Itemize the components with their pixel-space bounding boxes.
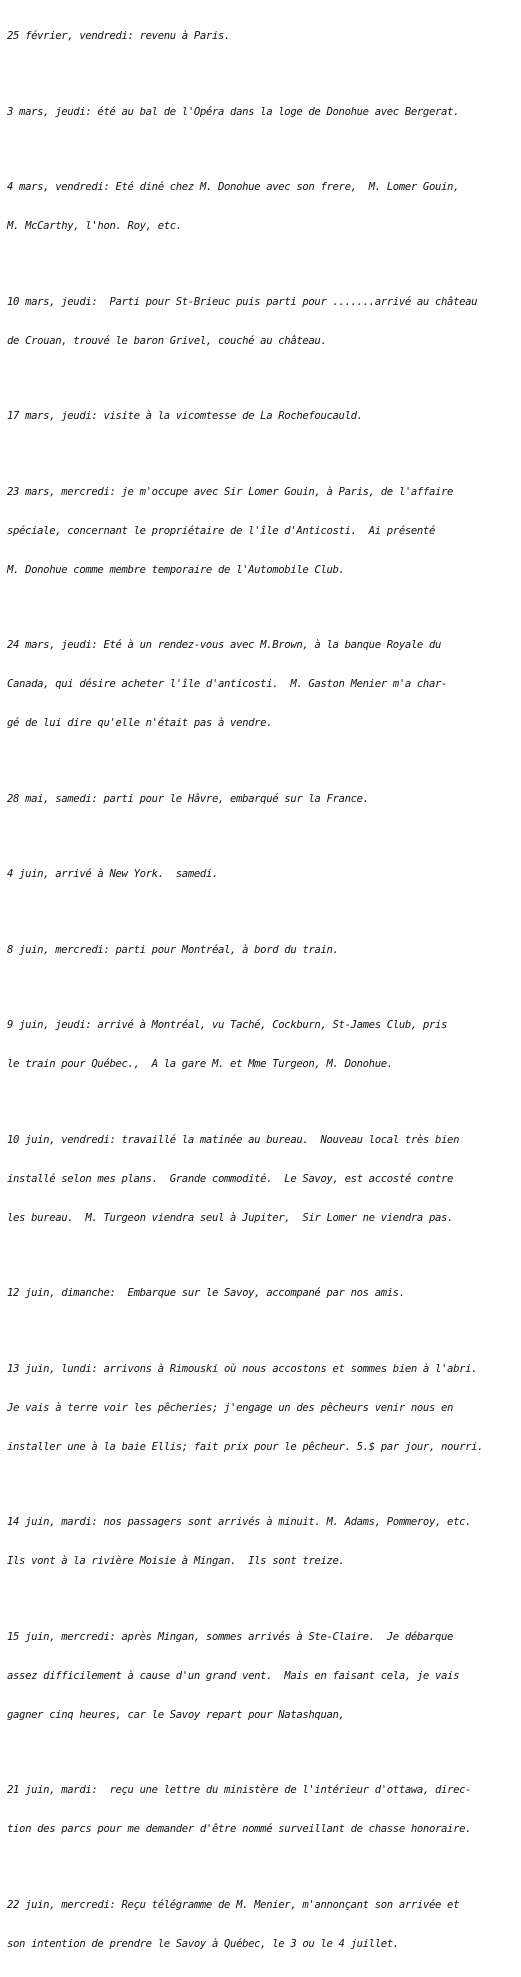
entry-line: 9 juin, jeudi: arrivé à Montréal, vu Taché, Cockburn, St-James Club, pris (7, 1019, 448, 1031)
diary-entry (7, 80, 515, 145)
diary-entry (7, 270, 515, 374)
entry-line: 3 mars, jeudi: été au bal de l'Opéra dans la loge de Donohue avec Bergerat. (7, 105, 460, 118)
entry-line: M. McCarthy, l'hon. Roy, etc. (7, 220, 182, 232)
entry-line: 4 juin, arrivé à New York. samedi. (7, 868, 218, 880)
entry-line: 23 mars, mercredi: je m'occupe avec Sir Lomer Gouin, à Paris, de l'affaire (7, 485, 454, 498)
entry-line: 25 février, vendredi: revenu à Paris. (7, 30, 231, 42)
diary-entry (7, 1758, 515, 1862)
diary-entry (7, 384, 515, 449)
entry-line: de Crouan, trouvé le baron Grivel, couché au château. (7, 334, 327, 347)
entry-line: 22 juin, mercredi: Reçu télégramme de M. Menier, m'annonçant son arrivée et (7, 1898, 460, 1911)
diary-entry (7, 613, 515, 756)
entry-line: 21 juin, mardi: reçu une lettre du ministère de l'intérieur d'ottawa, direc- (7, 1784, 472, 1796)
entry-line: tion des parcs pour me demander d'être nommé surveillant de chasse honoraire. (7, 1823, 472, 1835)
diary-entry (7, 1490, 515, 1594)
entry-line: 12 juin, dimanche: Embarque sur le Savoy, accompané par nos amis. (7, 1287, 405, 1299)
entry-line: son intention de prendre le Savoy à Québec, le 3 ou le 4 juillet. (7, 1937, 399, 1950)
entry-line: 28 mai, samedi: parti pour le Hâvre, embarqué sur la France. (7, 792, 369, 805)
diary-entry (7, 1337, 515, 1480)
entry-line: Je vais à terre voir les pêcheries; j'engage un des pêcheurs venir nous en (7, 1401, 454, 1414)
diary-entry (7, 918, 515, 983)
entry-line: le train pour Québec., A la gare M. et Mme Turgeon, M. Donohue. (7, 1058, 393, 1070)
entry-line: les bureau. M. Turgeon viendra seul à Jupiter, Sir Lomer ne viendra pas. (7, 1211, 454, 1224)
entry-line: 4 mars, vendredi: Eté diné chez M. Donohue avec son frere, M. Lomer Gouin, (7, 181, 460, 193)
entry-line: 13 juin, lundi: arrivons à Rimouski où nous accostons et sommes bien à l'abri. (7, 1362, 478, 1375)
entry-line: 8 juin, mercredi: parti pour Montréal, à bord du train. (7, 943, 339, 956)
diary-entry (7, 842, 515, 907)
diary-entry (7, 767, 515, 832)
diary-entry (7, 1261, 515, 1326)
diary-entry (7, 460, 515, 603)
entry-line: gagner cinq heures, car le Savoy repart pour Natashquan, (7, 1708, 345, 1721)
entry-line: installer une à la baie Ellis; fait prix pour le pêcheur. 5.$ par jour, nourri. (7, 1440, 484, 1453)
entry-line: 17 mars, jeudi: visite à la vicomtesse de La Rochefoucauld. (7, 410, 363, 422)
entry-line: M. Donohue comme membre temporaire de l'Automobile Club. (7, 563, 345, 576)
entry-line: assez difficilement à cause d'un grand vent. Mais en faisant cela, je vais (7, 1669, 460, 1682)
entry-line: 15 juin, mercredi: après Mingan, sommes arrivés à Ste-Claire. Je débarque (7, 1630, 454, 1643)
entry-line: 10 juin, vendredi: travaillé la matinée au bureau. Nouveau local très bien (7, 1133, 460, 1146)
entry-line: installé selon mes plans. Grande commodité. Le Savoy, est accosté contre (7, 1172, 454, 1185)
diary-entry (7, 4, 515, 69)
diary-entry (7, 1873, 515, 1977)
entry-line: 14 juin, mardi: nos passagers sont arrivés à minuit. M. Adams, Pommeroy, etc. (7, 1516, 472, 1528)
entry-line: spéciale, concernant le propriétaire de l'île d'Anticosti. Ai présenté (7, 524, 435, 537)
entry-line: 24 mars, jeudi: Eté à un rendez-vous avec M.Brown, à la banque Royale du (7, 639, 442, 651)
diary-entry (7, 155, 515, 259)
entry-line: 10 mars, jeudi: Parti pour St-Brieuc puis parti pour .......arrivé au château (7, 295, 478, 308)
entry-line: Ils vont à la rivière Moisie à Mingan. Ils sont treize. (7, 1555, 345, 1567)
diary-entry (7, 993, 515, 1097)
entry-line: gé de lui dire qu'elle n'était pas à vendre. (7, 717, 273, 729)
diary-entry (7, 1108, 515, 1251)
entry-line: Canada, qui désire acheter l'île d'anticosti. M. Gaston Menier m'a char- (7, 678, 448, 690)
diary-entry (7, 1605, 515, 1748)
